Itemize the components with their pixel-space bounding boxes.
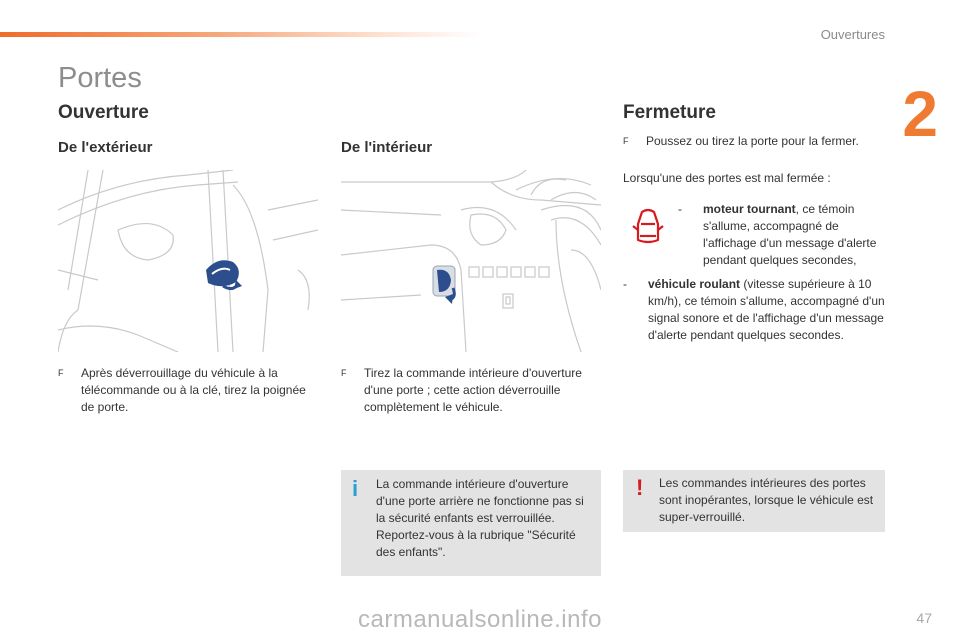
exterior-handle-illustration [58, 170, 318, 352]
exterieur-heading: De l'extérieur [58, 139, 153, 156]
fermeture-heading: Fermeture [623, 102, 716, 123]
page-title: Portes [58, 62, 142, 94]
info-box-text: La commande intérieure d'ouverture d'une porte arrière ne fonctionne pas si la sécurité enfants est verrouillée. Reportez-vous à la rubrique "Sécurité des enfants". [376, 477, 584, 559]
bullet-marker-icon: F [623, 136, 629, 146]
warning-box-text: Les commandes intérieures des portes sont inopérantes, lorsque le véhicule est super-verrouillé. [659, 476, 874, 524]
fermeture-intro: Lorsqu'une des portes est mal fermée : [623, 171, 831, 185]
interior-handle-icon [433, 266, 455, 304]
fermeture-text: Poussez ou tirez la porte pour la fermer. [646, 134, 859, 148]
warning-box [623, 470, 885, 532]
door-handle-icon [206, 260, 242, 289]
info-icon: i [352, 476, 359, 501]
exterieur-instruction [58, 365, 318, 416]
interieur-instruction [341, 365, 599, 416]
condition-moteur-tournant: - moteur tournant, ce témoin s'allume, accompagné de l'affichage d'un message d'alerte pendant quelques secondes, [678, 202, 877, 267]
page-number: 47 [916, 610, 932, 626]
section-title: Ouvertures [820, 27, 885, 42]
bullet-marker-icon: F [58, 368, 64, 378]
info-box [341, 470, 601, 576]
fermeture-instruction [623, 133, 885, 150]
header-accent-bar [0, 32, 480, 37]
door-open-warning-lamp-icon [630, 206, 666, 248]
exterieur-text: Après déverrouillage du véhicule à la télécommande ou à la clé, tirez la poignée de porte. [81, 366, 306, 414]
chapter-number: 2 [902, 78, 938, 150]
watermark: carmanualsonline.info [358, 606, 602, 633]
interieur-text: Tirez la commande intérieure d'ouverture d'une porte ; cette action déverrouille complètement le véhicule. [364, 366, 582, 414]
bullet-marker-icon: F [341, 368, 347, 378]
interior-handle-illustration [341, 170, 601, 352]
warning-icon: ! [636, 475, 644, 500]
ouverture-heading: Ouverture [58, 102, 149, 123]
interieur-heading: De l'intérieur [341, 139, 433, 156]
condition-vehicule-roulant: - véhicule roulant (vitesse supérieure à 10 km/h), ce témoin s'allume, accompagné d'un signal sonore et de l'affichage d'un message d'alerte pendant quelques secondes. [623, 277, 885, 342]
